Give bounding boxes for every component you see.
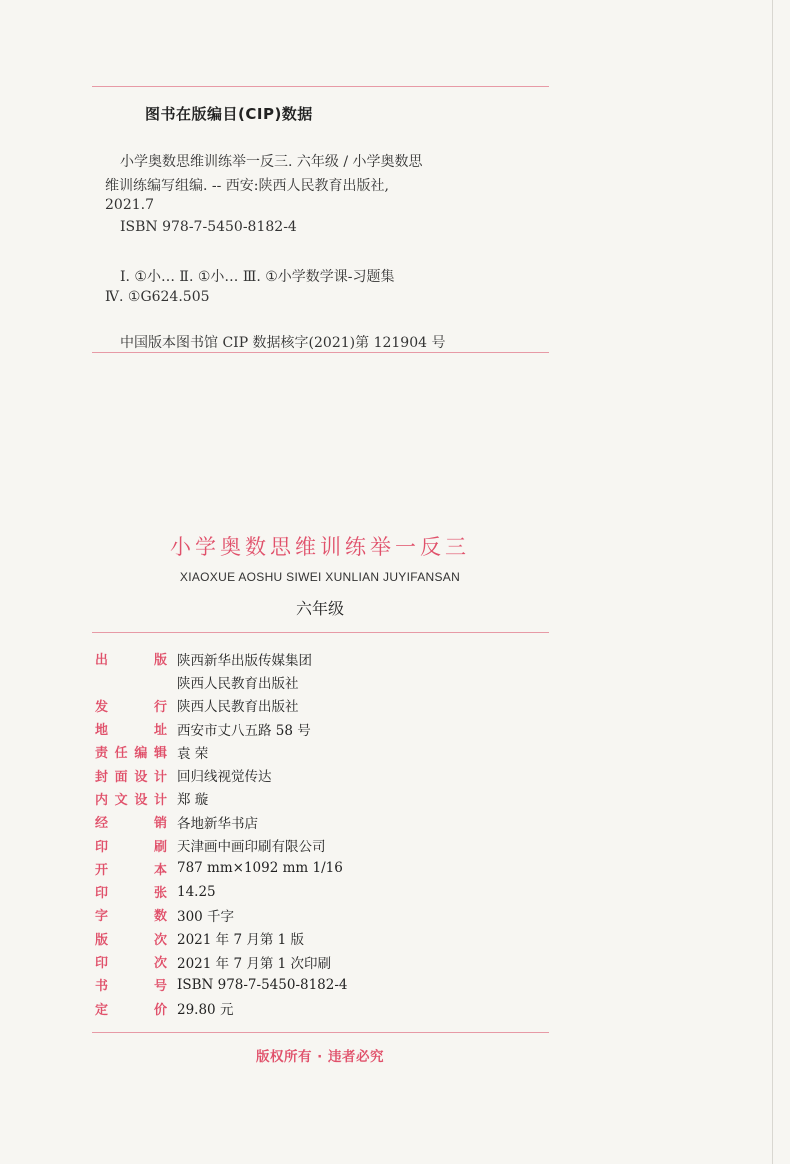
info-label: 经 销 — [95, 816, 167, 832]
info-row — [95, 973, 348, 996]
info-label: 责 任 编 辑 — [95, 746, 167, 762]
info-value: 袁 荣 — [177, 745, 209, 762]
info-row — [95, 810, 348, 833]
info-label: 印 刷 — [95, 839, 167, 855]
cip-bottom-rule — [92, 352, 549, 353]
cip-line: 维训练编写组编. -- 西安:陕西人民教育出版社, — [105, 178, 389, 194]
info-label: 发 行 — [95, 699, 167, 715]
info-row — [95, 880, 348, 903]
info-row — [95, 694, 348, 717]
cip-line: 2021.7 — [105, 197, 154, 213]
book-pinyin: XIAOXUE AOSHU SIWEI XUNLIAN JUYIFANSAN — [179, 570, 461, 584]
info-label: 地 址 — [95, 723, 167, 739]
cip-isbn: ISBN 978-7-5450-8182-4 — [120, 219, 297, 235]
info-value: 29.80 元 — [177, 1002, 234, 1019]
info-row — [95, 647, 348, 670]
info-value: 陕西人民教育出版社 — [177, 675, 299, 692]
info-row — [95, 950, 348, 973]
info-row — [95, 740, 348, 763]
info-row — [95, 857, 348, 880]
info-value: 2021 年 7 月第 1 次印刷 — [177, 955, 331, 972]
info-row — [95, 717, 348, 740]
publication-info-list — [95, 647, 348, 1020]
info-label: 封 面 设 计 — [95, 769, 167, 785]
info-row — [95, 670, 348, 693]
info-value: 各地新华书店 — [177, 815, 258, 832]
info-bottom-rule — [92, 1032, 549, 1033]
info-value: 14.25 — [177, 883, 216, 900]
info-value: 郑 璇 — [177, 792, 209, 809]
page-edge — [772, 0, 773, 1164]
cip-classification-code: Ⅳ. ①G624.505 — [105, 289, 210, 305]
copyright-notice: 版权所有 · 违者必究 — [255, 1049, 385, 1065]
info-value: ISBN 978-7-5450-8182-4 — [177, 976, 348, 993]
info-value: 陕西人民教育出版社 — [177, 699, 299, 716]
info-value: 天津画中画印刷有限公司 — [177, 839, 326, 856]
info-value: 787 mm×1092 mm 1/16 — [177, 860, 343, 877]
cip-line: 小学奥数思维训练举一反三. 六年级 / 小学奥数思 — [120, 154, 423, 170]
info-row — [95, 763, 348, 786]
cip-record-number: 中国版本图书馆 CIP 数据核字(2021)第 121904 号 — [120, 335, 446, 351]
info-top-rule — [92, 632, 549, 633]
info-row — [95, 787, 348, 810]
info-value: 回归线视觉传达 — [177, 769, 272, 786]
info-value: 2021 年 7 月第 1 版 — [177, 932, 304, 949]
info-label: 内 文 设 计 — [95, 792, 167, 808]
book-title: 小学奥数思维训练举一反三 — [170, 535, 470, 559]
info-label: 定 价 — [95, 1002, 167, 1018]
info-label: 出 版 — [95, 653, 167, 669]
info-row — [95, 996, 348, 1019]
info-row — [95, 833, 348, 856]
info-label: 书 号 — [95, 979, 167, 995]
book-grade: 六年级 — [295, 599, 344, 618]
info-label: 开 本 — [95, 862, 167, 878]
info-row — [95, 927, 348, 950]
info-label: 印 次 — [95, 956, 167, 971]
info-value: 西安市丈八五路 58 号 — [177, 722, 311, 739]
info-row — [95, 903, 348, 926]
info-label: 版 次 — [95, 932, 167, 948]
cip-title: 图书在版编目(CIP)数据 — [145, 105, 313, 123]
info-value: 陕西新华出版传媒集团 — [177, 652, 312, 669]
info-value: 300 千字 — [177, 908, 235, 925]
cip-top-rule — [92, 86, 549, 87]
info-label: 印 张 — [95, 886, 167, 902]
info-label: 字 数 — [95, 909, 167, 925]
cip-classification: Ⅰ. ①小… Ⅱ. ①小… Ⅲ. ①小学数学课-习题集 — [120, 269, 395, 285]
